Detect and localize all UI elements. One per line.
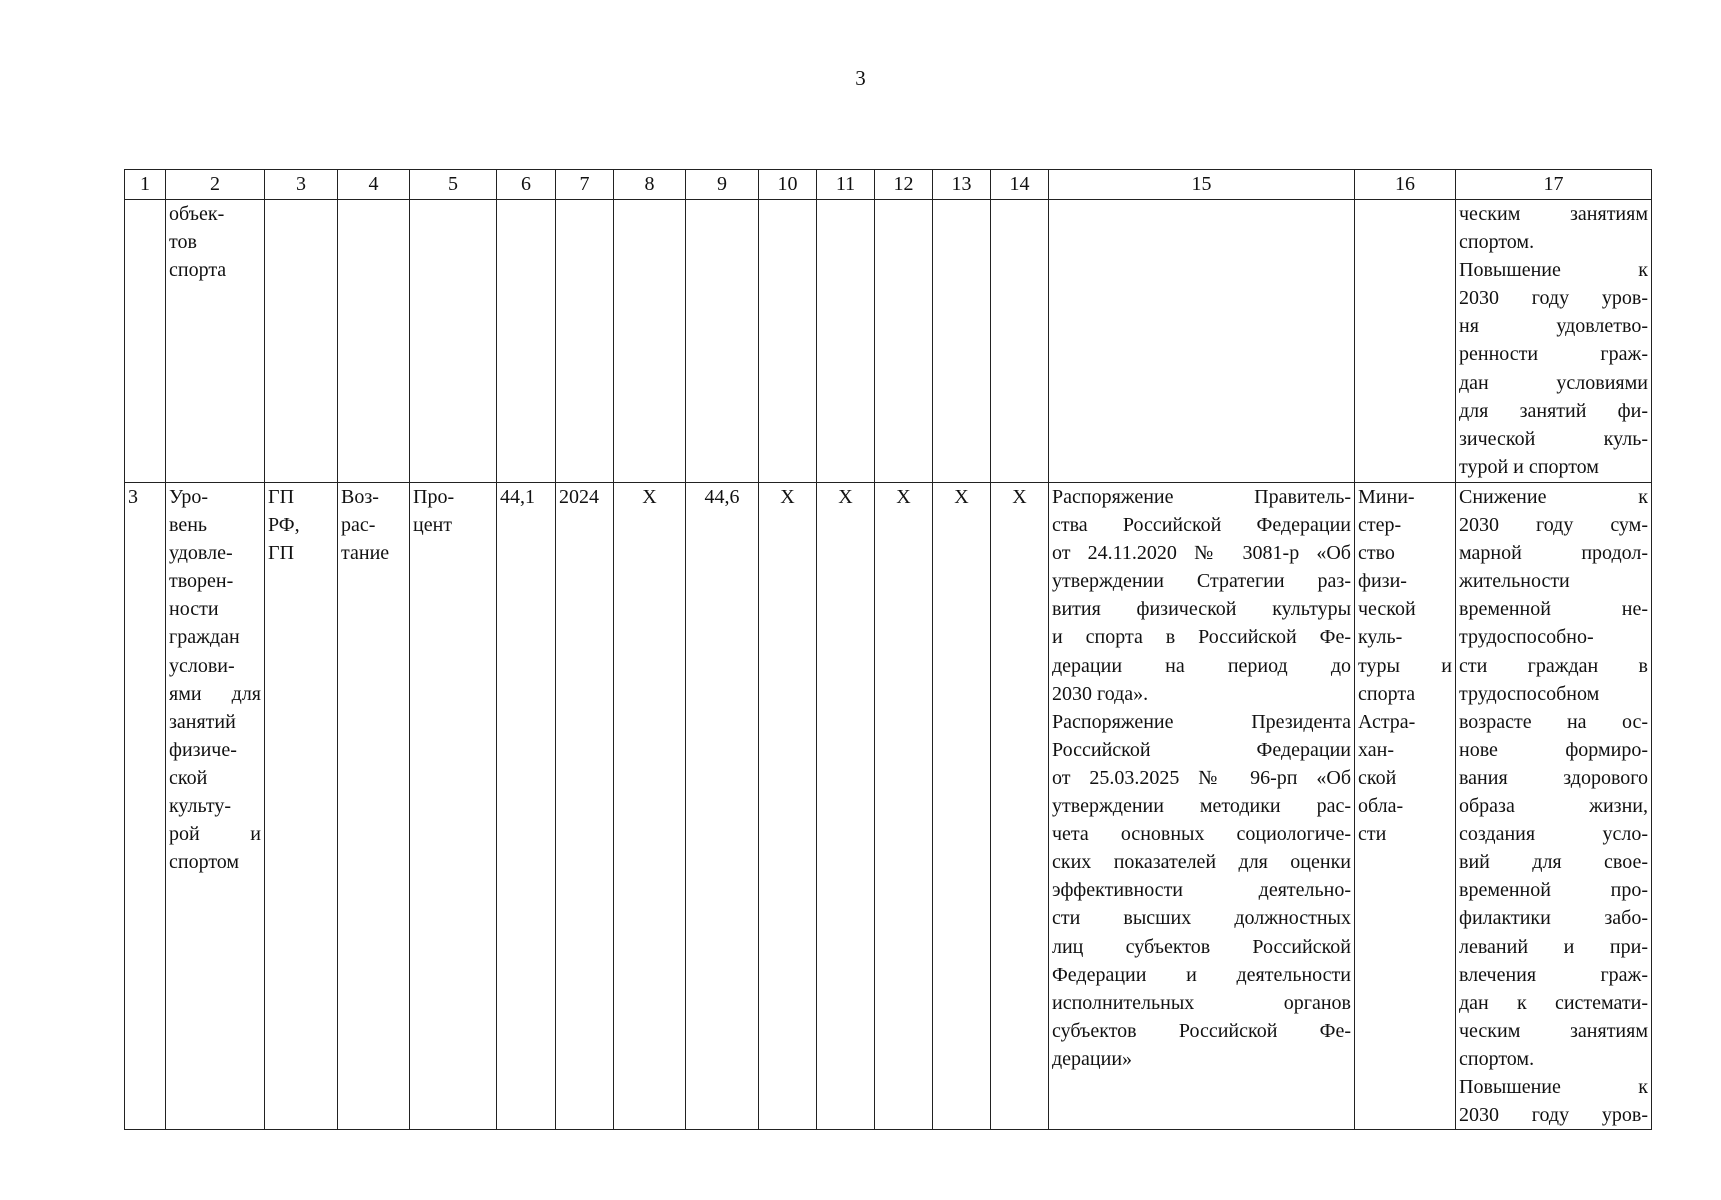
text-line: зической куль- [1459,427,1648,450]
text-line: утверждении Стратегии раз- [1052,570,1351,593]
text-line: Уро- [169,486,209,508]
text-line: Федерации и деятельности [1052,963,1351,986]
column-number-cell: 5 [410,170,497,200]
value-cell: Х [759,483,817,1130]
text-line: туры и [1358,654,1452,677]
text-line: Распоряжение Правитель- [1052,486,1351,508]
text-line: спорта [1358,682,1416,705]
text-line: творен- [169,570,234,593]
text-line: вий для свое- [1459,851,1648,874]
text-line: сти граждан в [1459,654,1648,677]
table-cell [991,200,1049,483]
text-line: 2030 году уров- [1459,287,1648,310]
column-number-cell: 6 [497,170,556,200]
column-number-cell: 17 [1456,170,1652,200]
text-line: сти [1358,823,1387,846]
text-line: Снижение к [1459,486,1648,508]
text-line: образа жизни, [1459,795,1648,818]
value-cell: Х [875,483,933,1130]
text-line: и спорта в Российской Фе- [1052,626,1351,649]
text-line: дан к системати- [1459,991,1648,1014]
column-number-cell: 8 [614,170,686,200]
text-line: рой и [169,823,261,846]
text-line: обла- [1358,795,1404,818]
text-line: занятий [169,710,236,733]
text-line: граждан [169,626,240,649]
column-number-cell: 11 [817,170,875,200]
table-cell [686,200,759,483]
goal-description [1456,483,1652,1130]
text-line: турой и спортом [1459,455,1599,478]
text-line: вития физической культуры [1052,598,1351,621]
text-line: ства Российской Федерации [1052,514,1351,537]
text-line: влечения граж- [1459,963,1648,986]
text-line: трудоспособном [1459,682,1600,705]
table-cell [556,200,614,483]
value-cell: Х [817,483,875,1130]
text-line: вень [169,514,208,537]
column-number-cell: 2 [166,170,265,200]
table-cell [410,200,497,483]
text-line: Мини- [1358,486,1415,508]
text-line: удовле- [169,542,233,565]
text-line: дерации на период до [1052,654,1351,677]
text-line: нове формиро- [1459,738,1648,761]
text-line: чета основных социологиче- [1052,823,1351,846]
column-number-cell: 10 [759,170,817,200]
text-line: физиче- [169,738,237,761]
text-line: ческим занятиям [1459,203,1648,225]
text-line: ской [1358,766,1397,789]
table-cell [614,200,686,483]
text-line: Повышение к [1459,1075,1648,1098]
column-number-cell: 3 [265,170,338,200]
column-number-cell: 13 [933,170,991,200]
text-line: куль- [1358,626,1403,649]
text-line: ческим занятиям [1459,1019,1648,1042]
legal-basis [1049,483,1355,1130]
text-line: Российской Федерации [1052,738,1351,761]
text-line: хан- [1358,738,1394,761]
indicator-name [166,483,265,1130]
value-cell: Х [614,483,686,1130]
indicator-row-3 [125,483,1652,1130]
program-type: ГП РФ, ГП [265,483,338,1130]
column-number-cell: 15 [1049,170,1355,200]
table-cell [933,200,991,483]
text-line: физи- [1358,570,1407,593]
text-line: от 25.03.2025 № 96-рп «Об [1052,766,1351,789]
table-cell [1049,200,1355,483]
text-line: ство [1358,542,1395,565]
text-line: спортом. [1459,1047,1535,1070]
text-line: дан условиями [1459,371,1648,394]
page-number: 3 [855,66,866,90]
text-line: жительности [1459,570,1570,593]
text-line: от 24.11.2020 № 3081-р «Об [1052,542,1351,565]
text-line: Астра- [1358,710,1416,733]
column-number-cell: 4 [338,170,410,200]
text-line: культу- [169,795,232,818]
base-year: 2024 [556,483,614,1130]
column-number-cell: 12 [875,170,933,200]
text-line: ности [169,598,219,621]
column-number-cell: 14 [991,170,1049,200]
text-line: спортом. [1459,231,1535,254]
text-line: 2030 году уров- [1459,1104,1648,1127]
continued-row [125,200,1652,483]
table-cell [875,200,933,483]
text-line: 2030 году сум- [1459,514,1648,537]
table-cell [338,200,410,483]
text-line: ренности граж- [1459,343,1648,366]
indicator-table [124,169,1652,1130]
value-cell: Х [991,483,1049,1130]
table-cell [497,200,556,483]
text-line: стер- [1358,514,1402,537]
text-line: вания здорового [1459,766,1648,789]
text-line: ской [169,766,208,789]
text-line: временной не- [1459,598,1648,621]
text-line: ня удовлетво- [1459,315,1648,338]
column-number-header-row [125,170,1652,200]
text-line: сти высших должностных [1052,907,1351,930]
text-line: создания усло- [1459,823,1648,846]
text-line: 2030 года». [1052,682,1149,705]
responsible-body [1355,483,1456,1130]
column-number-cell: 16 [1355,170,1456,200]
text-line: услови- [169,654,235,677]
column-number-cell: 1 [125,170,166,200]
table-cell [817,200,875,483]
text-line: дерации» [1052,1047,1133,1070]
indicator-name-continuation: объек- тов спорта [166,200,265,483]
table-cell [1355,200,1456,483]
base-value: 44,1 [497,483,556,1130]
text-line: исполнительных органов [1052,991,1351,1014]
text-line: трудоспособно- [1459,626,1594,649]
table-cell [125,200,166,483]
text-line: утверждении методики рас- [1052,795,1351,818]
text-line: спортом [169,851,240,874]
value-cell: Х [933,483,991,1130]
text-line: ческой [1358,598,1416,621]
column-number-cell: 9 [686,170,759,200]
text-line: марной продол- [1459,542,1648,565]
text-line: субъектов Российской Фе- [1052,1019,1351,1042]
text-line: временной про- [1459,879,1648,902]
text-line: ями для [169,682,261,705]
column-number-cell: 7 [556,170,614,200]
trend: Воз- рас- тание [338,483,410,1130]
text-line: для занятий фи- [1459,399,1648,422]
text-line: ских показателей для оценки [1052,851,1351,874]
unit: Про- цент [410,483,497,1130]
text-line: возрасте на ос- [1459,710,1648,733]
text-line: эффективности деятельно- [1052,879,1351,902]
table-cell [759,200,817,483]
text-line: Распоряжение Президента [1052,710,1351,733]
table-cell [265,200,338,483]
text-line: леваний и при- [1459,935,1648,958]
text-line: филактики забо- [1459,907,1648,930]
row-number: 3 [125,483,166,1130]
text-line: Повышение к [1459,259,1648,282]
value-cell: 44,6 [686,483,759,1130]
goal-continuation [1456,200,1652,483]
text-line: лиц субъектов Российской [1052,935,1351,958]
